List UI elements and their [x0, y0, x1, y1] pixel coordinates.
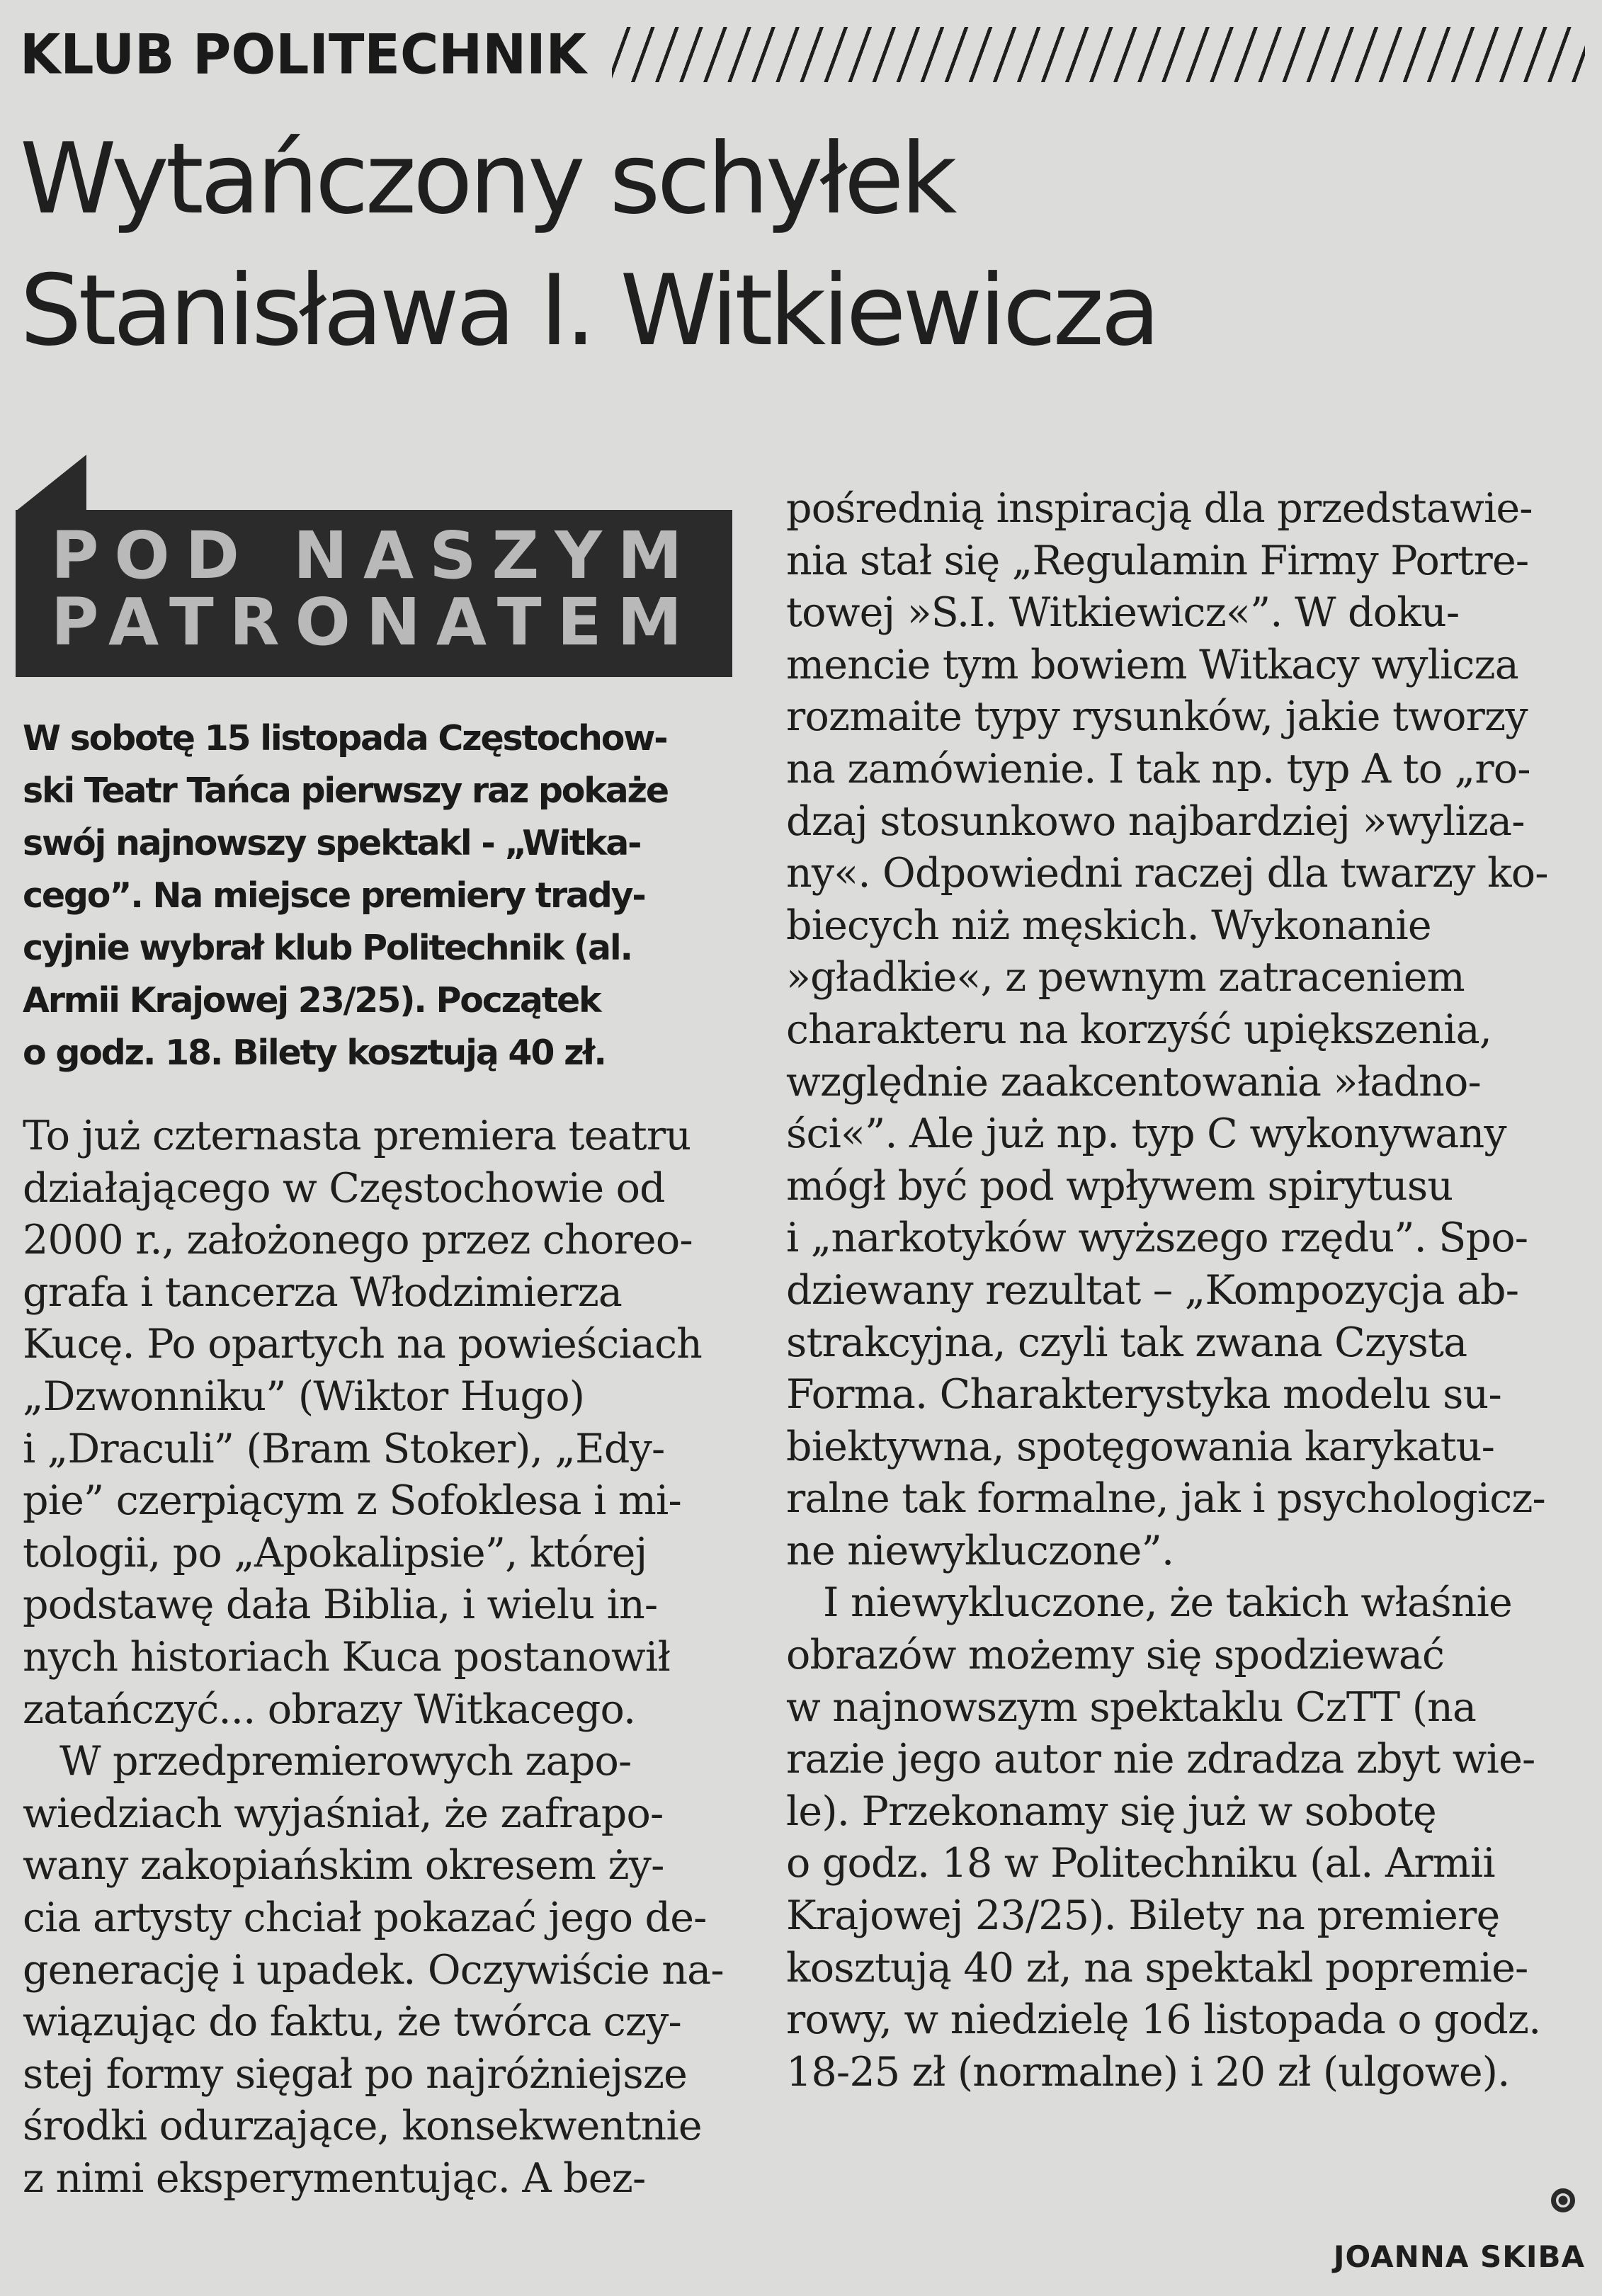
- author-byline: JOANNA SKIBA: [1333, 2239, 1585, 2274]
- body-line: obrazów możemy się spodziewać: [786, 1632, 1445, 1679]
- body-line: stej formy sięgał po najróżniejsze: [23, 2050, 688, 2098]
- body-line: mencie tym bowiem Witkacy wylicza: [786, 641, 1518, 688]
- patronage-badge: [16, 455, 732, 677]
- headline: [20, 113, 1578, 377]
- body-line: wiedziach wyjaśniał, że zafrapo-: [23, 1790, 664, 1837]
- lead-line: W sobotę 15 listopada Częstochow-: [23, 718, 667, 758]
- lead-line: ski Teatr Tańca pierwszy raz pokaże: [23, 771, 668, 811]
- badge-text: [51, 518, 698, 660]
- body-line: wany zakopiańskim okresem ży-: [23, 1842, 664, 1889]
- badge-line: PATRONATEM: [51, 584, 698, 660]
- badge-flag: [16, 455, 86, 511]
- section-title: KLUB POLITECHNIK: [20, 22, 587, 87]
- body-line: strakcyjna, czyli tak zwana Czysta: [786, 1319, 1467, 1366]
- body-line: i „Draculi” (Bram Stoker), „Edy-: [23, 1425, 665, 1472]
- body-line: I niewykluczone, że takich właśnie: [786, 1579, 1512, 1627]
- body-line: le). Przekonamy się już w sobotę: [786, 1788, 1436, 1835]
- body-line: podstawę dała Biblia, i wielu in-: [23, 1581, 658, 1629]
- lead-line: Armii Krajowej 23/25). Początek: [23, 980, 601, 1021]
- body-line: cia artysty chciał pokazać jego de-: [23, 1894, 707, 1941]
- end-of-article-icon: [1551, 2188, 1575, 2212]
- body-line: ne niewykluczone”.: [786, 1527, 1174, 1574]
- byline-row: [786, 2239, 1585, 2289]
- body-line: nia stał się „Regulamin Firmy Portre-: [786, 537, 1529, 584]
- headline-line: Stanisława I. Witkiewicza: [20, 254, 1157, 368]
- body-line: towej »S.I. Witkiewicz«”. W doku-: [786, 589, 1460, 637]
- body-line: biektywna, spotęgowania karykatu-: [786, 1423, 1495, 1470]
- lead-line: cego”. Na miejsce premiery trady-: [23, 875, 645, 916]
- body-column-left: [23, 1110, 738, 2205]
- section-header: [20, 16, 1585, 93]
- body-line: o godz. 18 w Politechniku (al. Armii: [786, 1840, 1495, 1887]
- body-line: środki odurzające, konsekwentnie: [23, 2103, 702, 2150]
- lead-line: o godz. 18. Bilety kosztują 40 zł.: [23, 1033, 606, 1073]
- body-line: Forma. Charakterystyka modelu su-: [786, 1371, 1501, 1419]
- body-line: na zamówienie. I tak np. typ A to „ro-: [786, 745, 1530, 792]
- body-line: dzaj stosunkowo najbardziej »wyliza-: [786, 797, 1525, 845]
- body-line: pośrednią inspiracją dla przedstawie-: [786, 485, 1533, 532]
- body-line: ralne tak formalne, jak i psychologicz-: [786, 1475, 1546, 1523]
- body-line: zatańczyć... obrazy Witkacego.: [23, 1686, 636, 1733]
- body-line: ny«. Odpowiedni raczej dla twarzy ko-: [786, 850, 1548, 897]
- body-line: mógł być pod wpływem spirytusu: [786, 1162, 1453, 1210]
- body-line: działającego w Częstochowie od: [23, 1164, 665, 1212]
- body-line: razie jego autor nie zdradza zbyt wie-: [786, 1736, 1535, 1783]
- body-line: z nimi eksperymentując. A bez-: [23, 2154, 646, 2202]
- body-line: nych historiach Kuca postanowił: [23, 1633, 671, 1681]
- body-line: rowy, w niedzielę 16 listopada o godz.: [786, 1996, 1541, 2044]
- body-line: 18-25 zł (normalne) i 20 zł (ulgowe).: [786, 2048, 1510, 2096]
- body-line: i „narkotyków wyższego rzędu”. Spo-: [786, 1215, 1528, 1262]
- body-line: tologii, po „Apokalipsie”, której: [23, 1529, 647, 1576]
- body-line: względnie zaakcentowania »ładno-: [786, 1058, 1482, 1106]
- badge-line: POD NASZYM: [51, 518, 698, 593]
- body-line: 2000 r., założonego przez choreo-: [23, 1217, 693, 1264]
- headline-line: Wytańczony schyłek: [20, 122, 954, 236]
- body-line: rozmaite typy rysunków, jakie tworzy: [786, 693, 1528, 741]
- body-line: To już czternasta premiera teatru: [23, 1113, 691, 1159]
- body-line: „Dzwonniku” (Wiktor Hugo): [23, 1373, 585, 1420]
- body-line: Krajowej 23/25). Bilety na premierę: [786, 1892, 1500, 1940]
- body-line: generację i upadek. Oczywiście na-: [23, 1946, 724, 1994]
- body-line: biecych niż męskich. Wykonanie: [786, 902, 1431, 949]
- body-line: wiązując do faktu, że twórca czy-: [23, 1999, 682, 2046]
- body-line: dziewany rezultat – „Kompozycja ab-: [786, 1266, 1519, 1314]
- body-line: grafa i tancerza Włodzimierza: [23, 1268, 623, 1316]
- lead-line: cyjnie wybrał klub Politechnik (al.: [23, 928, 632, 968]
- section-hatch-rule: [612, 27, 1585, 82]
- lead-line: swój najnowszy spektakl - „Witka-: [23, 823, 641, 863]
- body-line: Kucę. Po opartych na powieściach: [23, 1321, 703, 1368]
- body-line: w najnowszym spektaklu CzTT (na: [786, 1683, 1477, 1731]
- body-column-right: [786, 483, 1586, 2098]
- body-line: ści«”. Ale już np. typ C wykonywany: [786, 1110, 1506, 1158]
- body-line: W przedpremierowych zapo-: [23, 1738, 632, 1785]
- body-line: pie” czerpiącym z Sofoklesa i mi-: [23, 1477, 681, 1525]
- lead-paragraph: [23, 712, 738, 1079]
- body-line: charakteru na korzyść upiększenia,: [786, 1006, 1492, 1053]
- body-line: »gładkie«, z pewnym zatraceniem: [786, 954, 1465, 1001]
- body-line: kosztują 40 zł, na spektakl popremie-: [786, 1944, 1528, 1991]
